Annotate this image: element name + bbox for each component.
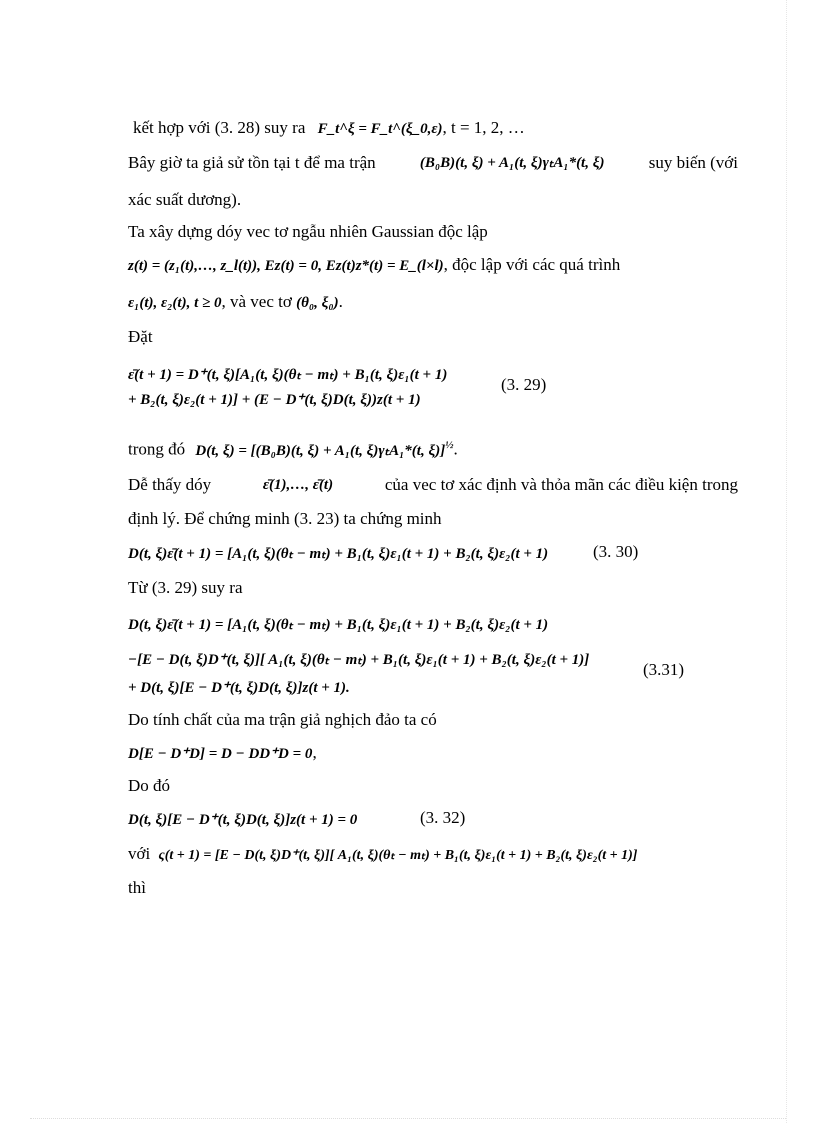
text-line-15: thì [128, 878, 146, 897]
text-line-6: ε₁(t), ε₂(t), t ≥ 0, và vec tơ (θ₀, ξ₀). [128, 292, 343, 311]
formula-z: z(t) = (z₁(t),…, z_l(t)), Ez(t) = 0, Ez(t)z*(t) = E_(l×l) [128, 258, 444, 274]
equation-number-3-31: (3.31) [643, 660, 685, 679]
text-line-2: Bây giờ ta giả sử tồn tại t để ma trận (B₀B)(t, ξ) + A₁(t, ξ)γₜA₁*(t, ξ) suy biến (với [128, 153, 738, 172]
equation-3-32: D(t, ξ)[E − D⁺(t, ξ)D(t, ξ)]z(t + 1) = 0 [128, 812, 358, 828]
page-right-border [786, 0, 787, 1123]
text-line-10: định lý. Để chứng minh (3. 23) ta chứng minh [128, 509, 442, 528]
text-line-5: z(t) = (z₁(t),…, z_l(t)), Ez(t) = 0, Ez(t)z*(t) = E_(l×l), độc lập với các quá trình [128, 255, 621, 274]
equation-number-3-29: (3. 29) [501, 375, 547, 394]
equation-3-31-b: −[E − D(t, ξ)D⁺(t, ξ)][ A₁(t, ξ)(θₜ − mₜ) + B₁(t, ξ)ε₁(t + 1) + B₂(t, ξ)ε₂(t + 1)] [128, 652, 590, 668]
text-line-3: xác suất dương). [128, 190, 242, 209]
text-line-11: Từ (3. 29) suy ra [128, 578, 243, 597]
text-line-1: kết hợp với (3. 28) suy ra F_t^ξ = F_t^(ξ_0,ε), t = 1, 2, … [133, 118, 525, 137]
equation-3-31-c: + D(t, ξ)[E − D⁺(t, ξ)D(t, ξ)]z(t + 1). [128, 680, 350, 696]
text-line-7: Đặt [128, 327, 153, 346]
equation-number-3-32: (3. 32) [420, 808, 466, 827]
equation-3-31-a: D(t, ξ)ε̄(t + 1) = [A₁(t, ξ)(θₜ − mₜ) + B₁(t, ξ)ε₁(t + 1) + B₂(t, ξ)ε₂(t + 1) [128, 617, 549, 633]
equation-number-3-30: (3. 30) [593, 542, 639, 561]
text-line-13: Do đó [128, 776, 171, 795]
equation-pseudo-inverse: D[E − D⁺D] = D − DD⁺D = 0, [128, 743, 317, 762]
text-line-9: Dễ thấy dóy ε̄(1),…, ε̄(t) của vec tơ xác định và thỏa mãn các điều kiện trong [128, 475, 738, 494]
formula-f-xi: F_t^ξ = F_t^(ξ_0,ε) [317, 121, 443, 137]
text-line-12: Do tính chất của ma trận giả nghịch đảo ta có [128, 710, 437, 729]
page-bottom-border [30, 1118, 786, 1119]
equation-3-29-a: ε̄(t + 1) = D⁺(t, ξ)[A₁(t, ξ)(θₜ − mₜ) + B₁(t, ξ)ε₁(t + 1) [128, 367, 448, 383]
equation-3-29-b: + B₂(t, ξ)ε₂(t + 1)] + (E − D⁺(t, ξ)D(t, ξ))z(t + 1) [128, 392, 421, 408]
equation-3-30: D(t, ξ)ε̄(t + 1) = [A₁(t, ξ)(θₜ − mₜ) + B₁(t, ξ)ε₁(t + 1) + B₂(t, ξ)ε₂(t + 1) [128, 546, 549, 562]
formula-matrix: (B₀B)(t, ξ) + A₁(t, ξ)γₜA₁*(t, ξ) [419, 155, 605, 171]
text-line-8: trong đó D(t, ξ) = [(B₀B)(t, ξ) + A₁(t, ξ)γₜA₁*(t, ξ)]$^{\frac{1}{2}}$. [128, 439, 458, 459]
text-line-4: Ta xây dựng dóy vec tơ ngẫu nhiên Gaussian độc lập [128, 222, 488, 241]
text-line-14: với ς(t + 1) = [E − D(t, ξ)D⁺(t, ξ)][ A₁(t, ξ)(θₜ − mₜ) + B₁(t, ξ)ε₁(t + 1) + B₂(t, ξ)ε₂(t + 1)] [128, 844, 638, 863]
